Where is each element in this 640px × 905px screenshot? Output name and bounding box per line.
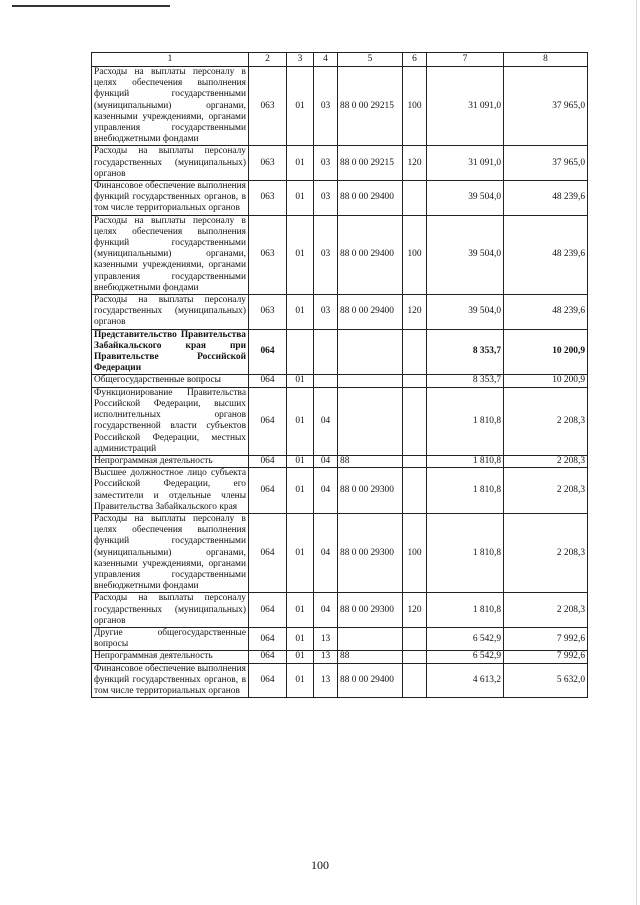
amount-col7: 8 353,7: [427, 329, 504, 375]
dept-code: 064: [249, 375, 287, 387]
row-name: Представительство Правительства Забайкальского края при Правительстве Российской Федерации: [92, 329, 249, 375]
dept-code: 063: [249, 67, 287, 146]
table-row: [92, 627, 588, 650]
target-article-code: 88: [338, 651, 403, 663]
table-row: [92, 651, 588, 663]
table-row: [92, 375, 588, 387]
header-cell: 4: [314, 53, 338, 67]
amount-col8: 37 965,0: [504, 146, 588, 181]
amount-col8: 7 992,6: [504, 627, 588, 650]
target-article-code: 88 0 00 29400: [338, 215, 403, 294]
amount-col7: 8 353,7: [427, 375, 504, 387]
section-code: 01: [287, 295, 314, 330]
row-name: Расходы на выплаты персоналу государственных (муниципальных) органов: [92, 593, 249, 628]
amount-col7: 31 091,0: [427, 67, 504, 146]
expense-type-code: [403, 329, 427, 375]
section-code: 01: [287, 387, 314, 455]
amount-col8: 48 239,6: [504, 215, 588, 294]
page-edge: [636, 0, 637, 905]
target-article-code: 88 0 00 29215: [338, 67, 403, 146]
amount-col7: 1 810,8: [427, 387, 504, 455]
amount-col8: 2 208,3: [504, 468, 588, 514]
table-row: [92, 593, 588, 628]
header-cell: 5: [338, 53, 403, 67]
amount-col7: 1 810,8: [427, 468, 504, 514]
header-cell: 6: [403, 53, 427, 67]
header-row: [92, 53, 588, 67]
target-article-code: 88 0 00 29215: [338, 146, 403, 181]
page-number: 100: [311, 858, 329, 872]
section-code: 01: [287, 146, 314, 181]
subsection-code: 04: [314, 593, 338, 628]
target-article-code: 88: [338, 455, 403, 467]
amount-col8: 48 239,6: [504, 181, 588, 216]
table-row: [92, 67, 588, 146]
section-code: 01: [287, 455, 314, 467]
row-name: Непрограммная деятельность: [92, 455, 249, 467]
amount-col8: 10 200,9: [504, 329, 588, 375]
subsection-code: [314, 375, 338, 387]
header-cell: 7: [427, 53, 504, 67]
row-name: Непрограммная деятельность: [92, 651, 249, 663]
header-cell: 1: [92, 53, 249, 67]
amount-col7: 39 504,0: [427, 295, 504, 330]
table-row: [92, 468, 588, 514]
section-code: 01: [287, 663, 314, 698]
target-article-code: [338, 375, 403, 387]
target-article-code: 88 0 00 29400: [338, 295, 403, 330]
amount-col7: 1 810,8: [427, 593, 504, 628]
amount-col8: 48 239,6: [504, 295, 588, 330]
row-name: Финансовое обеспечение выполнения функций государственных органов, в том числе территориальных органов: [92, 663, 249, 698]
table-row: [92, 215, 588, 294]
subsection-code: 13: [314, 663, 338, 698]
subsection-code: 03: [314, 146, 338, 181]
subsection-code: 03: [314, 181, 338, 216]
amount-col7: 6 542,9: [427, 627, 504, 650]
amount-col8: 10 200,9: [504, 375, 588, 387]
table-row: [92, 181, 588, 216]
subsection-code: 04: [314, 468, 338, 514]
amount-col7: 6 542,9: [427, 651, 504, 663]
subsection-code: 03: [314, 215, 338, 294]
amount-col8: 37 965,0: [504, 67, 588, 146]
top-rule: [12, 5, 170, 7]
dept-code: 063: [249, 181, 287, 216]
table-row: [92, 513, 588, 592]
row-name: Расходы на выплаты персоналу государственных (муниципальных) органов: [92, 146, 249, 181]
subsection-code: [314, 329, 338, 375]
dept-code: 064: [249, 663, 287, 698]
expense-type-code: 100: [403, 67, 427, 146]
row-name: Функционирование Правительства Российской Федерации, высших исполнительных органов государственной власти субъектов Российской Федерации, местных администраций: [92, 387, 249, 455]
expense-type-code: [403, 468, 427, 514]
target-article-code: [338, 387, 403, 455]
subsection-code: 13: [314, 627, 338, 650]
table-row: [92, 295, 588, 330]
row-name: Расходы на выплаты персоналу в целях обеспечения выполнения функций государственными (муниципальными) органами, казенными учреждениями, органами управления государственными внебюджетными фондами: [92, 215, 249, 294]
row-name: Другие общегосударственные вопросы: [92, 627, 249, 650]
dept-code: 064: [249, 387, 287, 455]
target-article-code: 88 0 00 29400: [338, 181, 403, 216]
table-row: [92, 146, 588, 181]
target-article-code: [338, 627, 403, 650]
amount-col8: 2 208,3: [504, 513, 588, 592]
dept-code: 064: [249, 593, 287, 628]
dept-code: 064: [249, 468, 287, 514]
target-article-code: 88 0 00 29300: [338, 468, 403, 514]
target-article-code: [338, 329, 403, 375]
target-article-code: 88 0 00 29400: [338, 663, 403, 698]
amount-col7: 39 504,0: [427, 215, 504, 294]
section-code: 01: [287, 627, 314, 650]
row-name: Расходы на выплаты персоналу в целях обеспечения выполнения функций государственными (муниципальными) органами, казенными учреждениями, органами управления государственными внебюджетными фондами: [92, 67, 249, 146]
header-cell: 2: [249, 53, 287, 67]
expense-type-code: 100: [403, 215, 427, 294]
row-name: Высшее должностное лицо субъекта Российской Федерации, его заместители и отдельные члены Правительства Забайкальского края: [92, 468, 249, 514]
dept-code: 063: [249, 146, 287, 181]
amount-col7: 4 613,2: [427, 663, 504, 698]
amount-col7: 39 504,0: [427, 181, 504, 216]
row-name: Расходы на выплаты персоналу государственных (муниципальных) органов: [92, 295, 249, 330]
subsection-code: 04: [314, 513, 338, 592]
expense-type-code: 120: [403, 146, 427, 181]
section-code: 01: [287, 375, 314, 387]
expense-type-code: [403, 627, 427, 650]
header-cell: 3: [287, 53, 314, 67]
table-row: [92, 663, 588, 698]
dept-code: 064: [249, 329, 287, 375]
amount-col8: 2 208,3: [504, 593, 588, 628]
target-article-code: 88 0 00 29300: [338, 513, 403, 592]
budget-table: [91, 52, 588, 698]
table-row: [92, 455, 588, 467]
section-code: 01: [287, 181, 314, 216]
amount-col7: 1 810,8: [427, 513, 504, 592]
expense-type-code: [403, 651, 427, 663]
expense-type-code: 100: [403, 513, 427, 592]
section-code: 01: [287, 651, 314, 663]
subsection-code: 13: [314, 651, 338, 663]
table-row: [92, 387, 588, 455]
expense-type-code: [403, 663, 427, 698]
section-code: 01: [287, 513, 314, 592]
table-body: [92, 67, 588, 698]
amount-col7: 1 810,8: [427, 455, 504, 467]
subsection-code: 04: [314, 455, 338, 467]
dept-code: 064: [249, 455, 287, 467]
subsection-code: 03: [314, 295, 338, 330]
section-code: 01: [287, 67, 314, 146]
dept-code: 064: [249, 513, 287, 592]
dept-code: 063: [249, 215, 287, 294]
expense-type-code: [403, 387, 427, 455]
amount-col8: 7 992,6: [504, 651, 588, 663]
section-code: 01: [287, 215, 314, 294]
expense-type-code: 120: [403, 295, 427, 330]
amount-col8: 2 208,3: [504, 387, 588, 455]
row-name: Расходы на выплаты персоналу в целях обеспечения выполнения функций государственными (муниципальными) органами, казенными учреждениями, органами управления государственными внебюджетными фондами: [92, 513, 249, 592]
dept-code: 064: [249, 651, 287, 663]
subsection-code: 03: [314, 67, 338, 146]
amount-col7: 31 091,0: [427, 146, 504, 181]
dept-code: 063: [249, 295, 287, 330]
expense-type-code: [403, 375, 427, 387]
amount-col8: 2 208,3: [504, 455, 588, 467]
section-code: [287, 329, 314, 375]
expense-type-code: [403, 455, 427, 467]
dept-code: 064: [249, 627, 287, 650]
header-cell: 8: [504, 53, 588, 67]
amount-col8: 5 632,0: [504, 663, 588, 698]
expense-type-code: [403, 181, 427, 216]
target-article-code: 88 0 00 29300: [338, 593, 403, 628]
row-name: Общегосударственные вопросы: [92, 375, 249, 387]
row-name: Финансовое обеспечение выполнения функций государственных органов, в том числе территориальных органов: [92, 181, 249, 216]
subsection-code: 04: [314, 387, 338, 455]
expense-type-code: 120: [403, 593, 427, 628]
section-code: 01: [287, 593, 314, 628]
table-row: [92, 329, 588, 375]
section-code: 01: [287, 468, 314, 514]
